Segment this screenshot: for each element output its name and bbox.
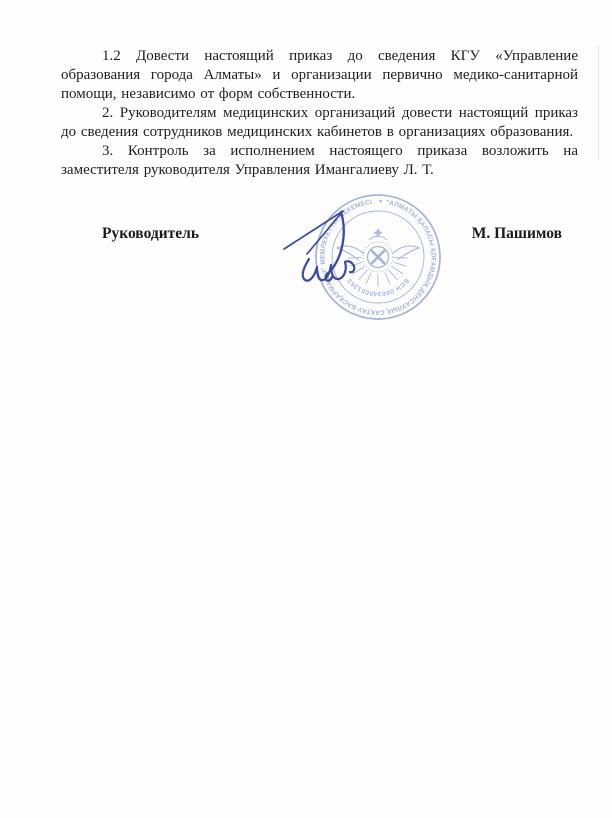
stamp-bin-text: БСН 000340001363 — [346, 276, 410, 298]
scan-artifact-line — [598, 44, 599, 160]
order-body-text — [61, 47, 578, 180]
paragraph-2: 2. Руководителям медицинских организаций довести настоящий приказ до сведения сотрудников медицинских кабинетов в организациях образования. — [61, 105, 578, 140]
signer-name-label: М. Пашимов — [471, 225, 562, 242]
stamp-ring-text: ✦ "АЛМАТЫ ҚАЛАСЫ ҚОҒАМДЫҚ ДЕНСАУЛЫҚ САҚТАУ БАСҚАРМАСЫ" МЕМЛЕКЕТТІК МЕКЕМЕСІ — [319, 198, 437, 316]
round-stamp-seal — [316, 195, 440, 319]
stamp-emblem — [337, 228, 419, 287]
official-seal-and-signature — [276, 184, 456, 330]
paragraph-1-2: 1.2 Довести настоящий приказ до сведения КГУ «Управление образования города Алматы» и организации первично медико-санитарной помощи, независимо от форм собственности. — [61, 48, 578, 102]
paragraph-3: 3. Контроль за исполнением настоящего приказа возложить на заместителя руководителя Управления Имангалиеву Л. Т. — [61, 143, 578, 178]
signer-role-label: Руководитель — [102, 225, 200, 242]
